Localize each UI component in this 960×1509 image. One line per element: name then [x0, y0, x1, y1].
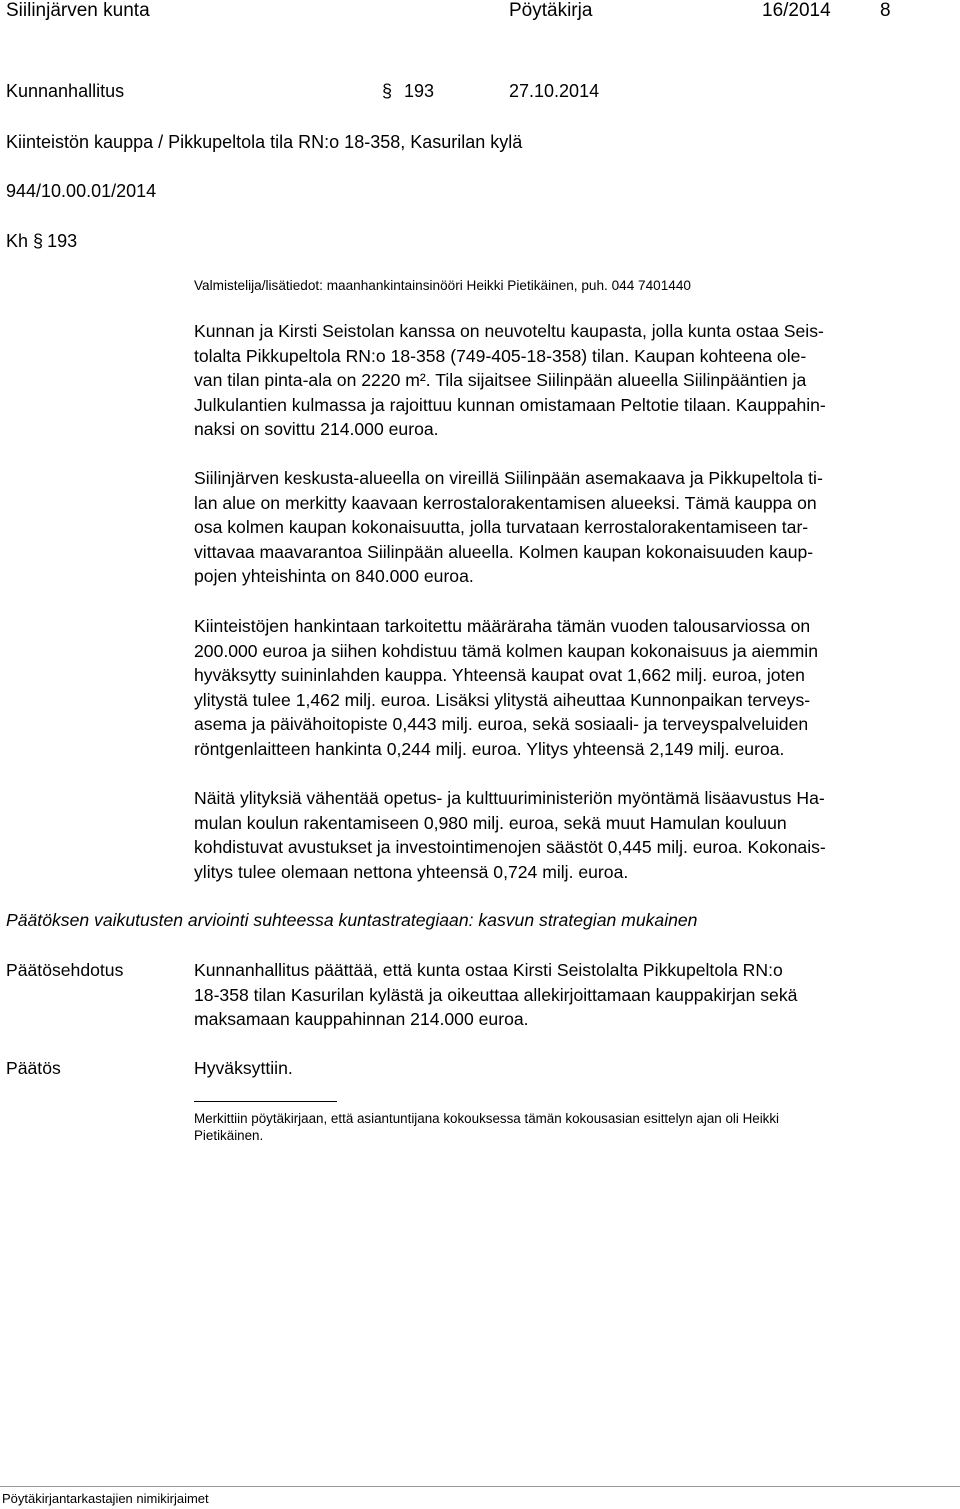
paragraph-line: tolalta Pikkupeltola RN:o 18-358 (749-405-18-358) tilan. Kaupan kohteena ole-: [194, 345, 807, 366]
footer-initials: Pöytäkirjantarkastajien nimikirjaimet: [2, 1491, 209, 1506]
paragraph-line: Kiinteistöjen hankintaan tarkoitettu määräraha tämän vuoden talousarviossa on: [194, 616, 811, 636]
section-sign-icon: §: [33, 231, 44, 251]
paragraph-line: ylitys tulee olemaan nettona yhteensä 0,724 milj. euroa.: [194, 861, 629, 882]
meeting-note: [194, 1110, 779, 1144]
paragraph-3: [194, 614, 954, 761]
paragraph-line: naksi on sovittu 214.000 euroa.: [194, 419, 439, 439]
paragraph-4: [194, 786, 954, 884]
item-title: Kiinteistön kauppa / Pikkupeltola tila RN:o 18-358, Kasurilan kylä: [6, 132, 523, 152]
kh-section-number: 193: [47, 231, 78, 251]
decision-label: Päätös: [6, 1058, 61, 1078]
paragraph-line: ylitystä tulee 1,462 milj. euroa. Lisäksi ylitystä aiheuttaa Kunnonpaikan terveys-: [194, 689, 811, 710]
footer-divider: [0, 1486, 960, 1487]
decision-text: Hyväksyttiin.: [194, 1058, 293, 1078]
strategy-heading: Päätöksen vaikutusten arviointi suhteessa kuntastrategiaan: kasvun strategian mukainen: [6, 910, 698, 930]
paragraph-line: vittavaa maavarantoa Siilinpään alueella. Kolmen kaupan kokonaisuuden kaup-: [194, 541, 814, 562]
proposal-label: Päätösehdotus: [6, 960, 124, 980]
proposal-line: Kunnanhallitus päättää, että kunta ostaa Kirsti Seistolalta Pikkupeltola RN:o: [194, 960, 783, 980]
note-line: Pietikäinen.: [194, 1128, 264, 1143]
paragraph-line: van tilan pinta-ala on 2220 m². Tila sijaitsee Siilinpään alueella Siilinpääntien ja: [194, 370, 807, 390]
paragraph-line: hyväksytty suininlahden kauppa. Yhteensä kaupat ovat 1,662 milj. euroa, joten: [194, 665, 805, 685]
paragraph-line: asema ja päivähoitopiste 0,443 milj. euroa, sekä sosiaali- ja terveyspalveluiden: [194, 714, 809, 734]
paragraph-line: mulan koulun rakentamiseen 0,980 milj. euroa, sekä muut Hamulan kouluun: [194, 812, 787, 833]
paragraph-line: Siilinjärven keskusta-alueella on vireillä Siilinpään asemakaava ja Pikkupeltola ti-: [194, 468, 823, 488]
record-number: 944/10.00.01/2014: [6, 181, 157, 201]
paragraph-line: Näitä ylityksiä vähentää opetus- ja kulttuuriministeriön myöntämä lisäavustus Ha-: [194, 788, 825, 808]
preparer-info: Valmistelija/lisätiedot: maanhankintainsinööri Heikki Pietikäinen, puh. 044 7401440: [194, 278, 691, 293]
note-divider: [194, 1101, 337, 1102]
paragraph-line: Julkulantien kulmassa ja rajoittuu kunnan omistamaan Peltotie tilaan. Kauppahin-: [194, 394, 826, 415]
proposal-line: 18-358 tilan Kasurilan kylästä ja oikeuttaa allekirjoittamaan kauppakirjan sekä: [194, 984, 798, 1005]
paragraph-2: [194, 466, 954, 589]
paragraph-1: [194, 319, 954, 442]
note-line: Merkittiin pöytäkirjaan, että asiantuntijana kokouksessa tämän kokousasian esittelyn ajan oli Heikki: [194, 1111, 780, 1126]
paragraph-line: kohdistuvat avustukset ja investointimenojen säästöt 0,445 milj. euroa. Kokonais-: [194, 837, 826, 857]
paragraph-line: pojen yhteishinta on 840.000 euroa.: [194, 566, 474, 586]
section-sign-icon: §: [382, 81, 393, 101]
header-doc-type: Pöytäkirja: [509, 0, 593, 21]
kh-reference: [6, 230, 77, 252]
paragraph-line: lan alue on merkitty kaavaan kerrostalorakentamisen alueeksi. Tämä kauppa on: [194, 492, 817, 513]
proposal-line: maksamaan kauppahinnan 214.000 euroa.: [194, 1009, 529, 1029]
paragraph-line: 200.000 euroa ja siihen kohdistuu tämä kolmen kaupan kokonaisuus ja aiemmin: [194, 640, 818, 661]
meeting-section-number: 193: [404, 81, 435, 101]
paragraph-line: Kunnan ja Kirsti Seistolan kanssa on neuvoteltu kaupasta, jolla kunta ostaa Seis-: [194, 321, 824, 341]
header-page-number: 8: [880, 0, 891, 21]
proposal-text: [194, 958, 954, 1032]
meeting-date: 27.10.2014: [509, 81, 600, 101]
meeting-section: [382, 80, 434, 102]
header-municipality: Siilinjärven kunta: [6, 0, 150, 21]
paragraph-line: osa kolmen kaupan kokonaisuutta, jolla turvataan kerrostalorakentamiseen tar-: [194, 517, 809, 537]
header-doc-number: 16/2014: [762, 0, 831, 21]
kh-prefix: Kh: [6, 231, 29, 251]
meeting-body: Kunnanhallitus: [6, 81, 125, 101]
paragraph-line: röntgenlaitteen hankinta 0,244 milj. euroa. Ylitys yhteensä 2,149 milj. euroa.: [194, 738, 785, 759]
